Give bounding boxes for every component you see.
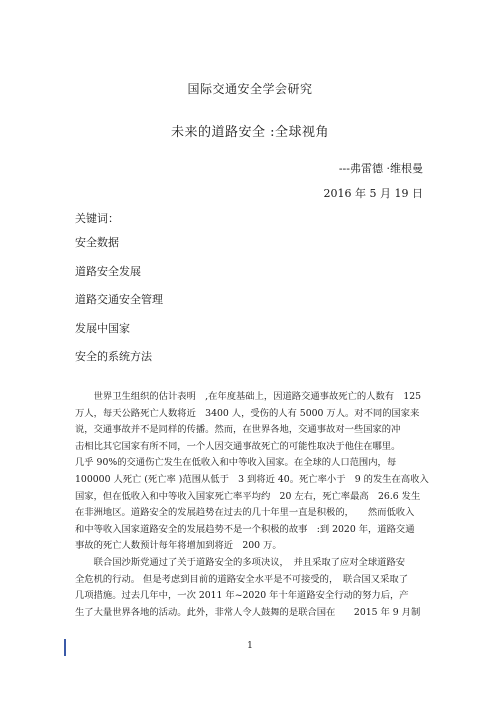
organization-heading: 国际交通安全学会研究 xyxy=(187,82,313,96)
body-line: 在非洲地区。道路安全的发展趋势在过去的几十年里一直是积极的， 然而低收入 xyxy=(75,507,415,519)
body-line: 事故的死亡人数预计每年将增加到将近 200 万。 xyxy=(75,540,282,552)
keyword-item: 道路安全发展 xyxy=(75,264,141,278)
body-line: 几项措施。过去几年中，一次 2011 年~2020 年十年道路安全行动的努力后，产 xyxy=(75,590,409,602)
body-text xyxy=(75,389,437,621)
body-line: 国家，但在低收入和中等收入国家死亡率平均约 20 左右，死亡率最高 26.6 发生 xyxy=(75,490,421,502)
page-number: 1 xyxy=(247,641,253,651)
body-line: 万人，每天公路死亡人数将近 3400 人，受伤的人有 5000 万人。对不同的国家来 xyxy=(75,407,420,419)
body-line: 和中等收入国家道路安全的发展趋势不是一个积极的故事 :到 2020 年，道路交通 xyxy=(75,523,415,535)
date-line: 2016 年 5 月 19 日 xyxy=(323,187,423,200)
keyword-item: 安全数据 xyxy=(75,236,119,249)
body-line: 世界卫生组织的估计表明 ,在年度基础上，因道路交通事故死亡的人数有 125 xyxy=(75,391,422,402)
author-line: ---弗雷德 ·维根曼 xyxy=(338,162,423,175)
body-line: 击相比其它国家有所不同，一个人因交通事故死亡的可能性取决于他住在哪里。 xyxy=(75,440,401,452)
keyword-item: 安全的系统方法 xyxy=(75,350,152,363)
body-line: 说，交通事故并不是同样的传播。然而，在世界各地，交通事故对一些国家的冲 xyxy=(75,424,401,436)
body-line: 联合国沙斯党通过了关于道路安全的多项决议， 并且采取了应对全球道路安 xyxy=(75,556,406,568)
body-line: 几乎 90%的交通伤亡发生在低收入和中等收入国家。在全球的人口范围内，每 xyxy=(75,457,397,469)
keyword-item: 道路交通安全管理 xyxy=(75,293,163,306)
body-line: 全危机的行动。 但是考虑到目前的道路安全水平是不可接受的， 联合国又采取了 xyxy=(75,573,408,585)
keywords-label: 关键词： xyxy=(75,212,119,225)
keywords-list xyxy=(75,232,163,375)
body-line: 生了大量世界各地的活动。此外，非常人令人鼓舞的是联合国在 2015 年 9 月制 xyxy=(75,606,421,618)
keyword-item: 发展中国家 xyxy=(75,321,130,335)
document-title: 未来的道路安全 :全球视角 xyxy=(170,125,329,140)
body-line: 100000 人死亡 (死亡率 )范围从低于 3 到将近 40。死亡率小于 9 的发生在高收入 xyxy=(75,473,429,485)
